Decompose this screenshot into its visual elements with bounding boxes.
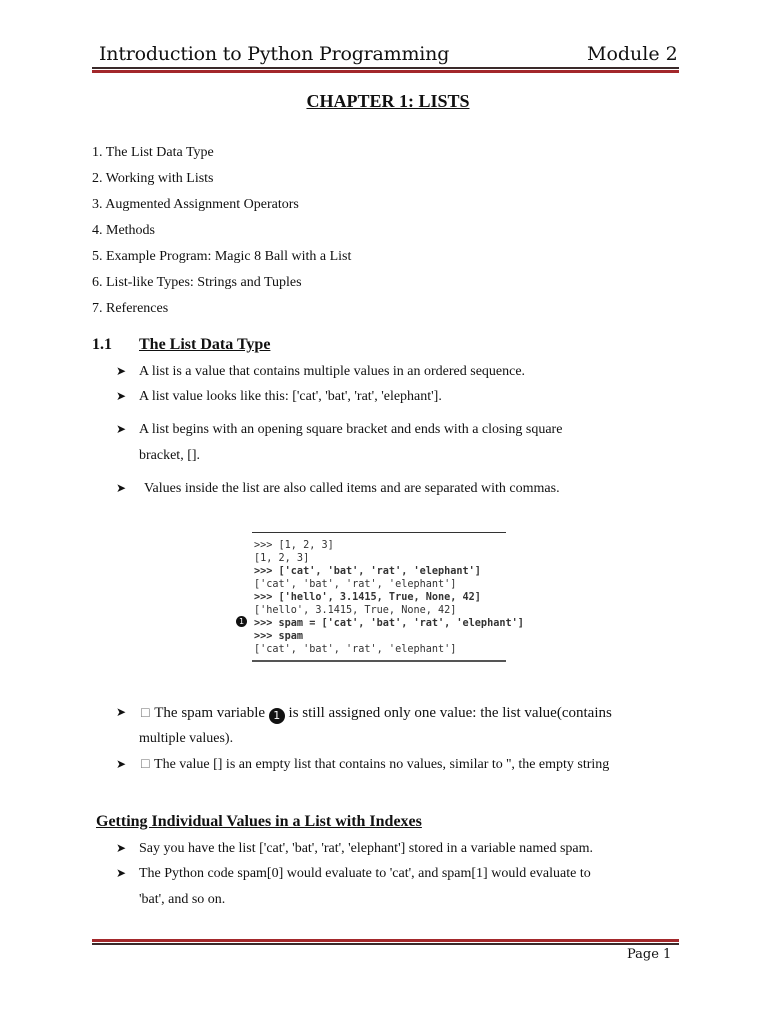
code-line: >>> spam	[254, 631, 304, 642]
arrowhead-bullet-icon: ➤	[116, 841, 127, 855]
numbered-callout-icon: 1	[269, 708, 285, 724]
section-number: 1.1	[92, 336, 112, 353]
page-number: Page 1	[627, 947, 672, 962]
code-line: >>> ['cat', 'bat', 'rat', 'elephant']	[254, 566, 481, 577]
arrowhead-bullet-icon: ➤	[116, 757, 127, 771]
arrowhead-bullet-icon: ➤	[116, 481, 127, 495]
code-line: [1, 2, 3]	[254, 553, 310, 564]
code-example	[252, 532, 524, 662]
code-line: >>> [1, 2, 3]	[254, 540, 334, 551]
toc-item: 3. Augmented Assignment Operators	[92, 197, 299, 212]
section-heading-indexes: Getting Individual Values in a List with Indexes	[96, 813, 422, 830]
code-line: >>> spam = ['cat', 'bat', 'rat', 'elephant']	[254, 618, 524, 629]
missing-glyph-box-icon: ☐	[140, 706, 151, 720]
code-bottom-rule	[252, 660, 506, 662]
header-title: Introduction to Python Programming	[99, 43, 450, 65]
footer-rule-dark	[92, 943, 679, 945]
toc-item: 7. References	[92, 301, 169, 316]
arrowhead-bullet-icon: ➤	[116, 422, 127, 436]
section-heading-list-data-type	[92, 336, 270, 354]
arrowhead-bullet-icon: ➤	[116, 364, 127, 378]
footer-rule-red	[92, 939, 679, 942]
toc-item: 6. List-like Types: Strings and Tuples	[92, 275, 302, 290]
code-top-rule	[252, 532, 506, 533]
code-line: ['cat', 'bat', 'rat', 'elephant']	[254, 644, 457, 655]
section-title: The List Data Type	[139, 336, 271, 353]
code-line: >>> ['hello', 3.1415, True, None, 42]	[254, 592, 481, 603]
arrowhead-bullet-icon: ➤	[116, 705, 127, 719]
header-module: Module 2	[587, 43, 678, 65]
header-rule-dark	[92, 67, 679, 69]
missing-glyph-box-icon: ☐	[140, 757, 151, 771]
code-line: ['hello', 3.1415, True, None, 42]	[254, 605, 457, 616]
numbered-callout-icon: 1	[236, 616, 247, 627]
toc-item: 1. The List Data Type	[92, 145, 214, 160]
code-line: ['cat', 'bat', 'rat', 'elephant']	[254, 579, 457, 590]
toc-item: 2. Working with Lists	[92, 171, 214, 186]
toc-item: 5. Example Program: Magic 8 Ball with a List	[92, 249, 352, 264]
chapter-title: CHAPTER 1: LISTS	[306, 91, 470, 111]
arrowhead-bullet-icon: ➤	[116, 389, 127, 403]
toc-item: 4. Methods	[92, 223, 155, 238]
header-rule-red	[92, 70, 679, 73]
arrowhead-bullet-icon: ➤	[116, 866, 127, 880]
